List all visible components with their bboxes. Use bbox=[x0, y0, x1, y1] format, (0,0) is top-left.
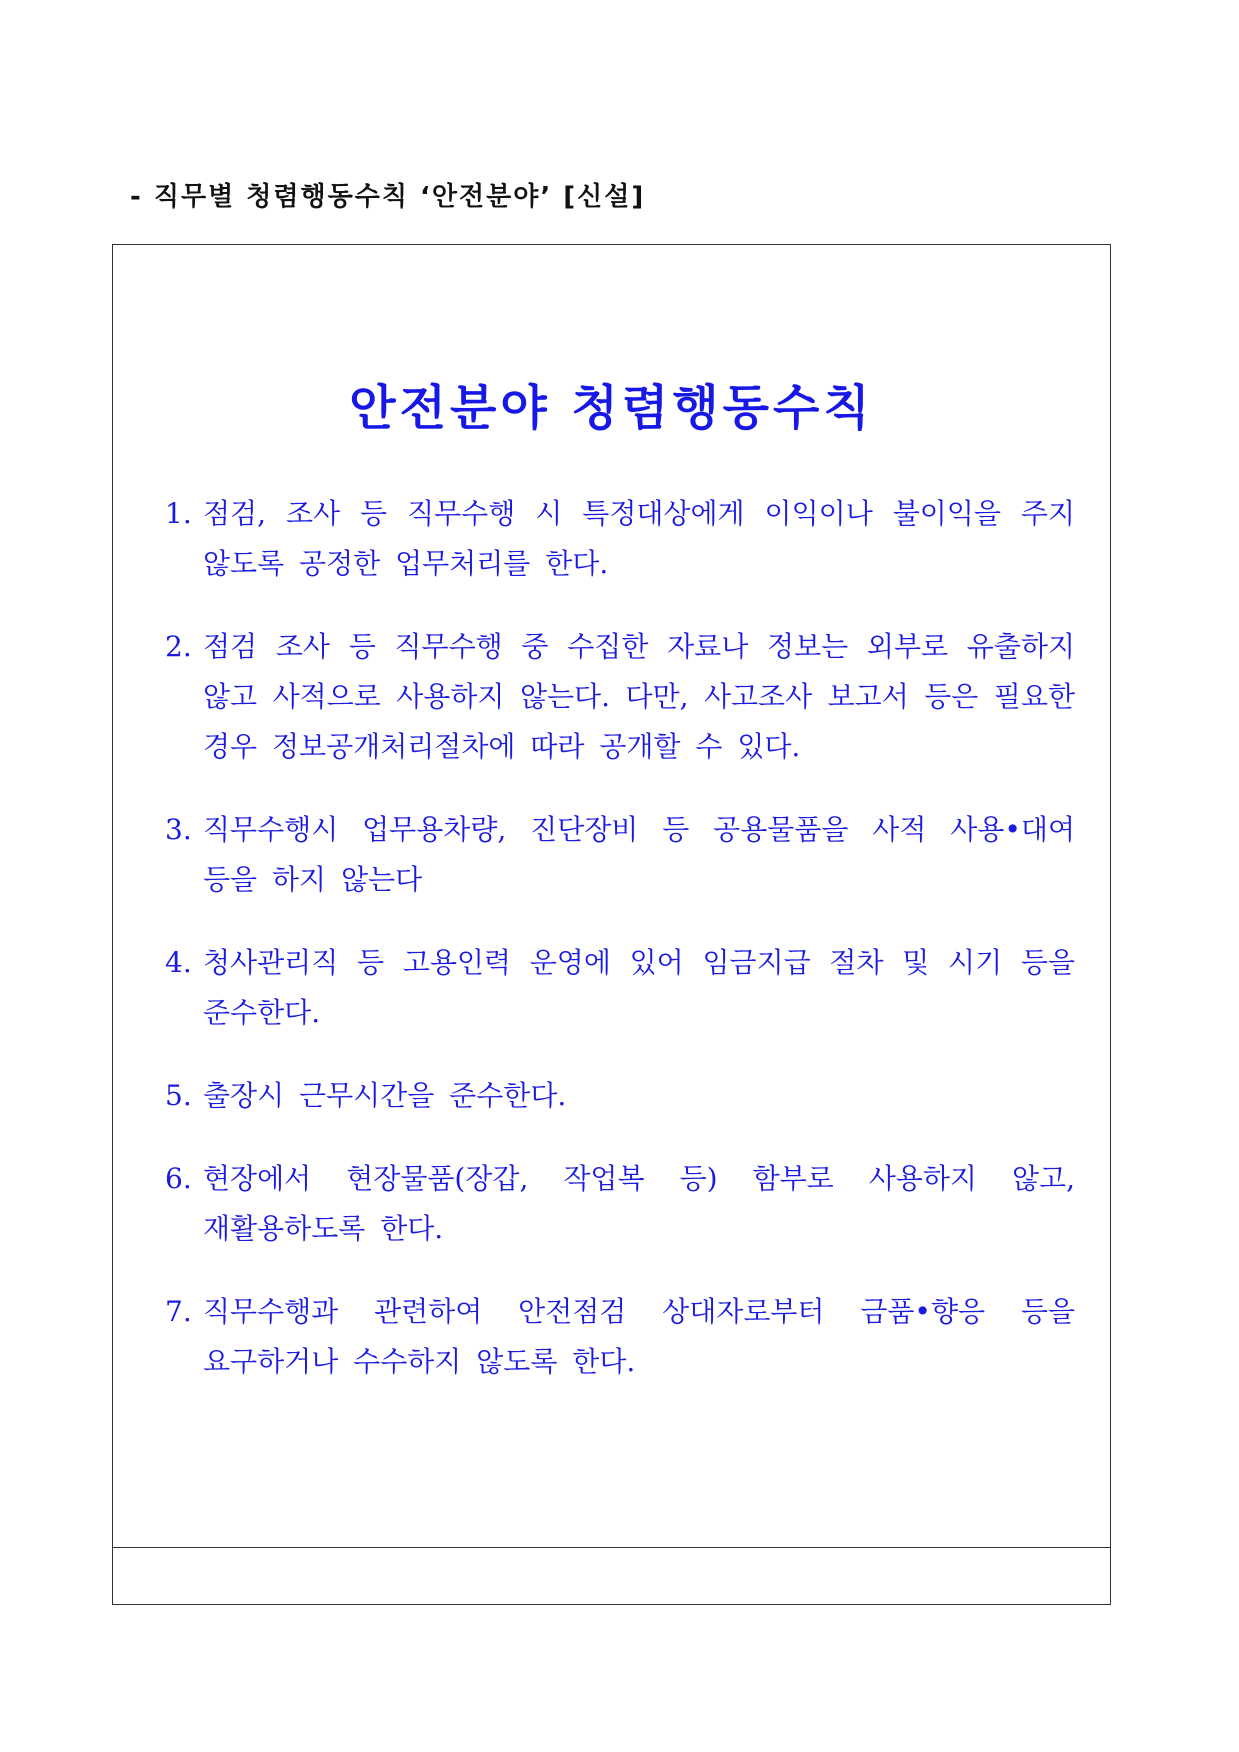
rule-number: 6. bbox=[165, 1162, 192, 1195]
rule-number: 3. bbox=[165, 813, 192, 846]
rule-item bbox=[165, 1154, 1075, 1254]
rule-text: 청사관리직 등 고용인력 운영에 있어 임금지급 절차 및 시기 등을 준수한다. bbox=[203, 946, 1075, 1029]
rule-item bbox=[165, 1071, 1075, 1121]
rule-item bbox=[165, 622, 1075, 772]
rule-text: 직무수행과 관련하여 안전점검 상대자로부터 금품•향응 등을 요구하거나 수수하지 않도록 한다. bbox=[203, 1295, 1075, 1378]
section-heading: - 직무별 청렴행동수칙 ‘안전분야’ [신설] bbox=[130, 182, 646, 212]
rule-item bbox=[165, 805, 1075, 905]
rule-number: 5. bbox=[165, 1079, 192, 1112]
rule-text: 점검 조사 등 직무수행 중 수집한 자료나 정보는 외부로 유출하지 않고 사적으로 사용하지 않는다. 다만, 사고조사 보고서 등은 필요한 경우 정보공개처리절차에 따라 공개할 수 있다. bbox=[203, 630, 1075, 763]
rule-text: 점검, 조사 등 직무수행 시 특정대상에게 이익이나 불이익을 주지 않도록 공정한 업무처리를 한다. bbox=[203, 497, 1075, 580]
rule-text: 출장시 근무시간을 준수한다. bbox=[203, 1079, 567, 1112]
rule-number: 1. bbox=[165, 497, 192, 530]
box-title: 안전분야 청렴행동수칙 bbox=[349, 380, 874, 436]
rule-number: 2. bbox=[165, 630, 192, 663]
rule-number: 4. bbox=[165, 946, 192, 979]
rule-text: 현장에서 현장물품(장갑, 작업복 등) 함부로 사용하지 않고, 재활용하도록 한다. bbox=[203, 1162, 1075, 1245]
rule-item bbox=[165, 489, 1075, 589]
rule-number: 7. bbox=[165, 1295, 192, 1328]
box-footer-divider bbox=[113, 1547, 1110, 1548]
rule-text: 직무수행시 업무용차량, 진단장비 등 공용물품을 사적 사용•대여 등을 하지 않는다 bbox=[203, 813, 1075, 896]
rule-item bbox=[165, 1287, 1075, 1387]
rule-list bbox=[165, 489, 1075, 1420]
rule-item bbox=[165, 938, 1075, 1038]
code-of-conduct-box bbox=[112, 244, 1111, 1605]
